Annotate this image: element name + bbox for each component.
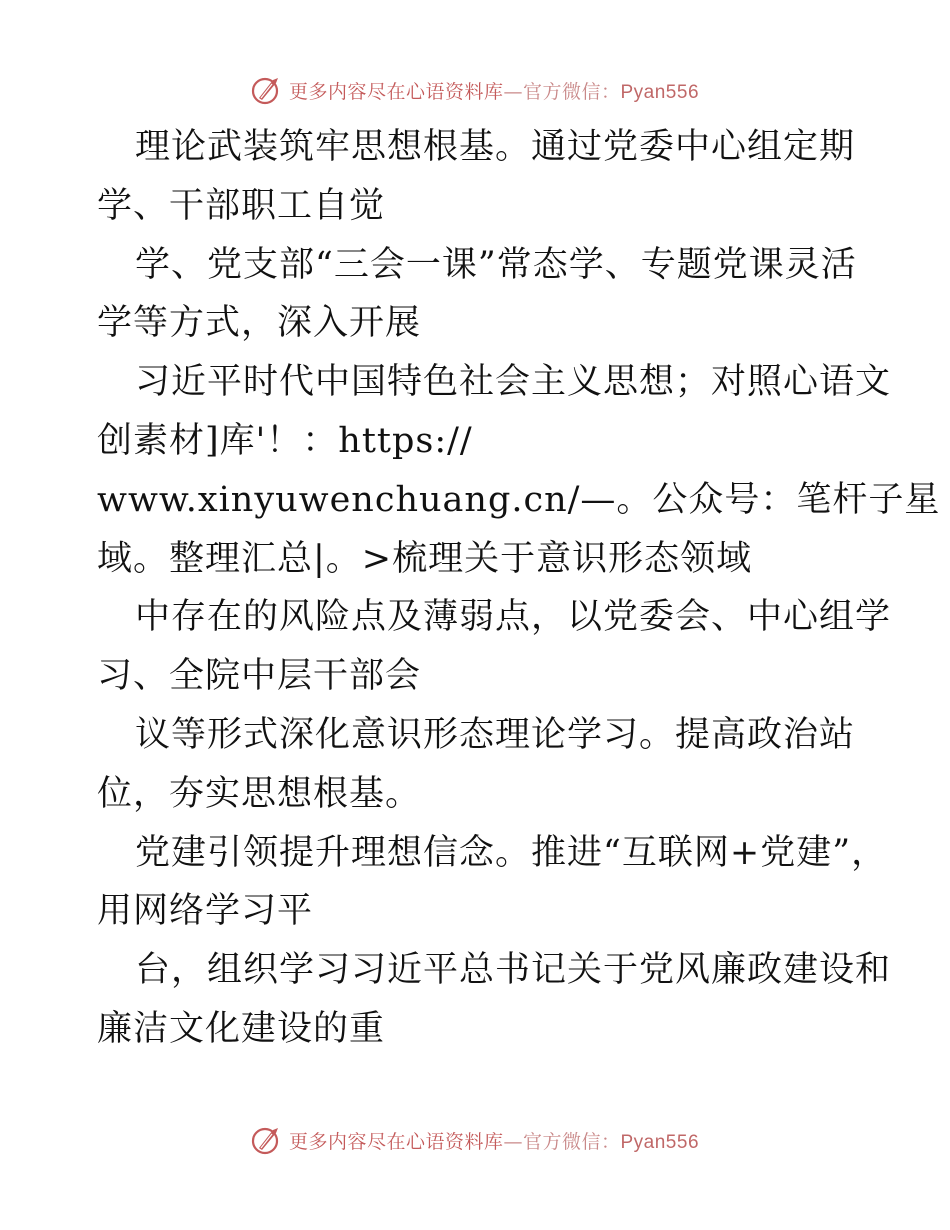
text-line: 理论武装筑牢思想根基。通过党委中心组定期 xyxy=(135,127,856,167)
text-line: 学、党支部“三会一课”常态学、专题党课灵活 xyxy=(135,244,857,285)
text-line: 党建引领提升理想信念。推进“互联网+党建”， xyxy=(135,832,888,873)
watermark-brand: 更多内容尽在心语资料库 xyxy=(288,1130,504,1153)
document-body xyxy=(97,118,941,1059)
text-line: 学、干部职工自觉 xyxy=(97,185,386,226)
watermark-wechat-id: Pyan556 xyxy=(620,1131,700,1153)
text-line: 用网络学习平 xyxy=(97,891,314,932)
text-line: 议等形式深化意识形态理论学习。提高政治站 xyxy=(135,714,856,755)
watermark-wechat-id: Pyan556 xyxy=(620,81,700,103)
watermark-dash: — xyxy=(503,80,523,103)
text-line: 台，组织学习习近平总书记关于党风廉政建设和 xyxy=(135,950,892,991)
quill-logo-icon xyxy=(251,74,283,106)
quill-logo-icon xyxy=(251,1124,283,1156)
watermark-dash: — xyxy=(503,1130,523,1153)
text-line: 学等方式，深入开展 xyxy=(97,303,422,344)
text-line: 习、全院中层干部会 xyxy=(97,656,422,697)
text-line-with-url: 创素材]库'！：https:// xyxy=(97,420,473,461)
watermark-sub: 官方微信： xyxy=(522,80,621,103)
text-line: 廉洁文化建设的重 xyxy=(97,1008,386,1049)
text-line: 中存在的风险点及薄弱点，以党委会、中心组学 xyxy=(135,597,892,638)
header-watermark xyxy=(0,73,950,107)
watermark-text xyxy=(289,1127,699,1154)
watermark-text xyxy=(289,77,699,104)
watermark-sub: 官方微信： xyxy=(522,1130,621,1153)
text-line: 域。整理汇总|。>梳理关于意识形态领域 xyxy=(97,538,753,579)
text-line: 位，夯实思想根基。 xyxy=(97,773,422,814)
text-line-url: www.xinyuwenchuang.cn/—。公众号：笔杆子星 xyxy=(97,479,941,520)
footer-watermark xyxy=(0,1123,950,1157)
watermark-brand: 更多内容尽在心语资料库 xyxy=(288,80,504,103)
text-line: 习近平时代中国特色社会主义思想；对照心语文 xyxy=(135,362,892,403)
